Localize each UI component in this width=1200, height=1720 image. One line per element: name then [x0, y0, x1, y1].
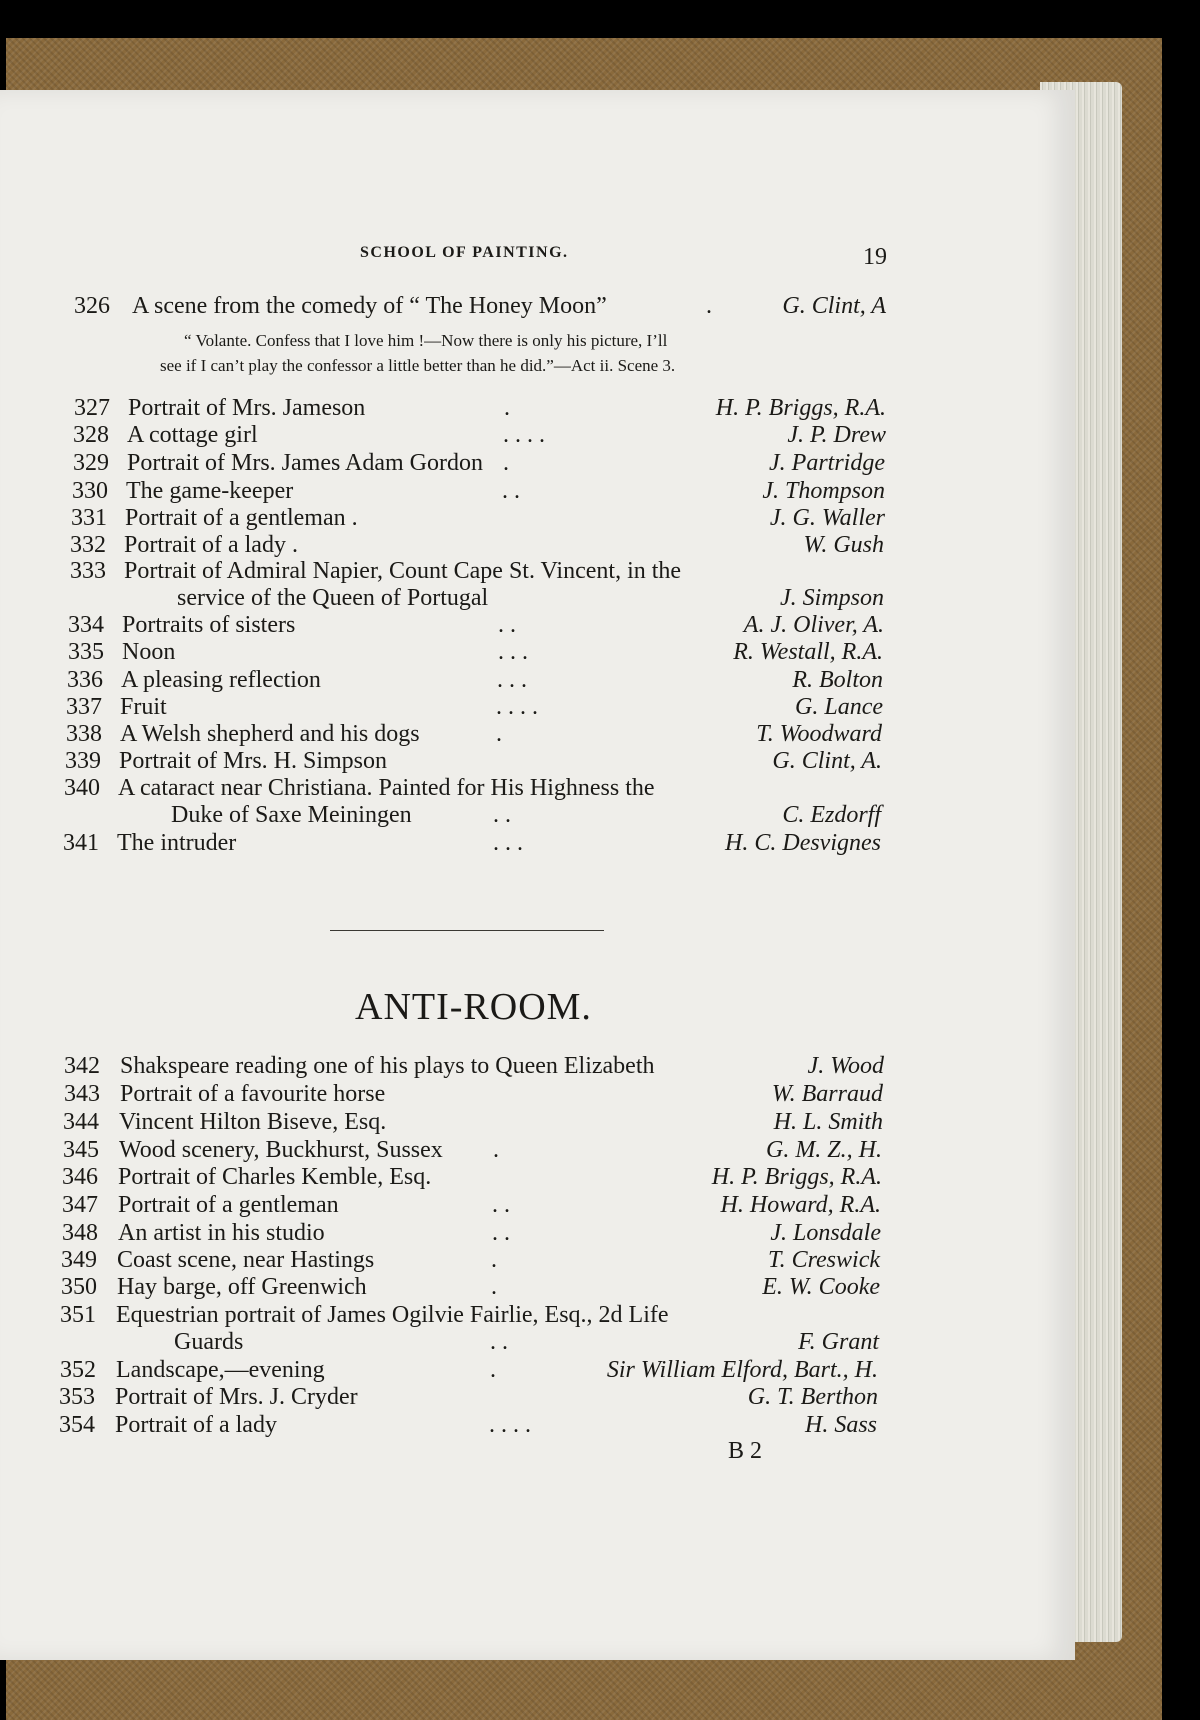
leader-dots: . . — [490, 1329, 508, 1355]
leader-dots: . . — [493, 802, 511, 828]
entry-artist: E. W. Cooke — [762, 1274, 880, 1300]
entry-artist: H. Sass — [804, 1412, 877, 1438]
entry-number: 343 — [64, 1081, 100, 1107]
entry-title: Portrait of Mrs. H. Simpson — [119, 748, 388, 774]
entry-number: 333 — [70, 558, 106, 584]
entry-number: 332 — [70, 532, 106, 558]
entry-title: Hay barge, off Greenwich — [117, 1274, 367, 1300]
quote-line-1: “ Volante. Confess that I love him !—Now there is only his picture, I’ll — [184, 331, 668, 350]
entry-title: A cataract near Christiana. Painted for His Highness the — [118, 775, 655, 801]
entry-artist: G. Clint, A — [782, 293, 886, 319]
entry-number: 352 — [60, 1357, 96, 1383]
entry-artist: G. Clint, A. — [772, 748, 882, 774]
entry-artist: A. J. Oliver, A. — [743, 612, 884, 638]
entry-number: 346 — [62, 1164, 98, 1190]
entry-number: 354 — [59, 1412, 95, 1438]
entry-number: 328 — [73, 422, 109, 448]
entry-title: Coast scene, near Hastings — [117, 1247, 375, 1273]
entry-artist: W. Gush — [803, 532, 884, 558]
entry-artist: H. Howard, R.A. — [720, 1192, 881, 1218]
entry-number: 345 — [63, 1137, 99, 1163]
quote-line-2: see if I can’t play the confessor a little better than he did.”—Act ii. Scene 3. — [160, 356, 676, 375]
entry-title: The game-keeper — [126, 478, 294, 504]
entry-artist: C. Ezdorff — [782, 802, 881, 828]
entry-number: 337 — [66, 694, 102, 720]
entry-title: The intruder — [117, 830, 237, 856]
entry-number: 330 — [72, 478, 108, 504]
entry-artist: T. Creswick — [768, 1247, 880, 1273]
entry-artist: H. P. Briggs, R.A. — [711, 1164, 882, 1190]
entry-number: 335 — [68, 639, 104, 665]
leader-dots: . . . — [493, 830, 523, 856]
leader-dots: . . . — [497, 667, 527, 693]
entry-title: Guards — [174, 1329, 244, 1355]
leader-dots: . . — [492, 1192, 510, 1218]
entry-number: 339 — [65, 748, 101, 774]
entry-number: 351 — [60, 1302, 96, 1328]
leader-dots: . . . . — [489, 1412, 531, 1438]
running-header-title: SCHOOL OF PAINTING. — [360, 244, 569, 261]
entry-title: Portraits of sisters — [122, 612, 296, 638]
entry-title: Portrait of a lady . — [124, 532, 298, 558]
entry-title: Portrait of Charles Kemble, Esq. — [118, 1164, 432, 1190]
entry-number: 334 — [68, 612, 104, 638]
entry-number: 329 — [73, 450, 109, 476]
entry-title: Portrait of a lady — [115, 1412, 277, 1438]
entry-title: A Welsh shepherd and his dogs — [120, 721, 420, 747]
entry-title: Portrait of a gentleman — [118, 1192, 339, 1218]
entry-title: An artist in his studio — [118, 1220, 325, 1246]
entry-number: 340 — [64, 775, 100, 801]
entry-number: 344 — [63, 1109, 99, 1135]
entry-title: Vincent Hilton Biseve, Esq. — [119, 1109, 387, 1135]
entry-artist: J. Thompson — [762, 478, 885, 504]
entry-artist: W. Barraud — [771, 1081, 883, 1107]
leader-dots: . — [490, 1357, 496, 1383]
leader-dots: . . . — [498, 639, 528, 665]
entry-title: Fruit — [120, 694, 167, 720]
section-divider — [330, 930, 604, 931]
entry-artist: G. Lance — [795, 694, 883, 720]
entry-number: 353 — [59, 1384, 95, 1410]
entry-number: 326 — [74, 293, 110, 319]
leader-dots: . — [491, 1274, 497, 1300]
entry-artist: Sir William Elford, Bart., H. — [606, 1357, 878, 1383]
entry-number: 331 — [71, 505, 107, 531]
leader-dots: . . — [492, 1220, 510, 1246]
entry-artist: H. C. Desvignes — [725, 830, 881, 856]
entry-title: service of the Queen of Portugal — [177, 585, 489, 611]
leader-dots: . — [496, 721, 502, 747]
entry-title: Landscape,—evening — [116, 1357, 325, 1383]
entry-title: Wood scenery, Buckhurst, Sussex — [119, 1137, 443, 1163]
entry-artist: J. Partridge — [769, 450, 885, 476]
leader-dots: . — [491, 1247, 497, 1273]
entry-title: Portrait of Mrs. James Adam Gordon — [127, 450, 483, 476]
leader-dots: . — [503, 450, 509, 476]
entry-title: Shakspeare reading one of his plays to Queen Elizabeth — [120, 1053, 655, 1079]
entry-title: A pleasing reflection — [121, 667, 321, 693]
entry-number: 349 — [61, 1247, 97, 1273]
entry-artist: J. Simpson — [780, 585, 884, 611]
section-title: ANTI-ROOM. — [355, 986, 592, 1028]
entry-number: 336 — [67, 667, 103, 693]
entry-title: Portrait of Mrs. Jameson — [128, 395, 366, 421]
leader-dots: . . . . — [496, 694, 538, 720]
entry-artist: J. Lonsdale — [770, 1220, 881, 1246]
entry-number: 327 — [74, 395, 110, 421]
entry-title: Portrait of a gentleman . — [125, 505, 358, 531]
entry-artist: J. Wood — [807, 1053, 884, 1079]
leader-dots: . — [706, 293, 712, 319]
entry-title: Noon — [122, 639, 176, 665]
entry-number: 341 — [63, 830, 99, 856]
entry-title: Duke of Saxe Meiningen — [171, 802, 412, 828]
entry-artist: F. Grant — [798, 1329, 879, 1355]
entry-title: A cottage girl — [127, 422, 258, 448]
leader-dots: . — [504, 395, 510, 421]
entry-number: 347 — [62, 1192, 98, 1218]
entry-artist: R. Bolton — [792, 667, 883, 693]
leader-dots: . . — [498, 612, 516, 638]
entry-title: Equestrian portrait of James Ogilvie Fairlie, Esq., 2d Life — [116, 1302, 669, 1328]
entry-artist: T. Woodward — [756, 721, 882, 747]
entry-title: Portrait of a favourite horse — [120, 1081, 386, 1107]
entry-artist: J. P. Drew — [787, 422, 886, 448]
entry-number: 338 — [66, 721, 102, 747]
leader-dots: . — [493, 1137, 499, 1163]
signature-mark: B 2 — [728, 1438, 763, 1464]
page-number: 19 — [863, 244, 887, 270]
entry-number: 342 — [64, 1053, 100, 1079]
entry-artist: J. G. Waller — [769, 505, 885, 531]
entry-number: 348 — [62, 1220, 98, 1246]
entry-artist: G. T. Berthon — [747, 1384, 878, 1410]
entry-title: A scene from the comedy of “ The Honey Moon” — [132, 293, 607, 319]
entry-title: Portrait of Admiral Napier, Count Cape St. Vincent, in the — [124, 558, 682, 584]
entry-title: Portrait of Mrs. J. Cryder — [115, 1384, 358, 1410]
entry-artist: H. L. Smith — [773, 1109, 883, 1135]
entry-artist: G. M. Z., H. — [765, 1137, 882, 1163]
entry-number: 350 — [61, 1274, 97, 1300]
leader-dots: . . . . — [503, 422, 545, 448]
entry-artist: H. P. Briggs, R.A. — [715, 395, 886, 421]
leader-dots: . . — [502, 478, 520, 504]
entry-artist: R. Westall, R.A. — [733, 639, 883, 665]
